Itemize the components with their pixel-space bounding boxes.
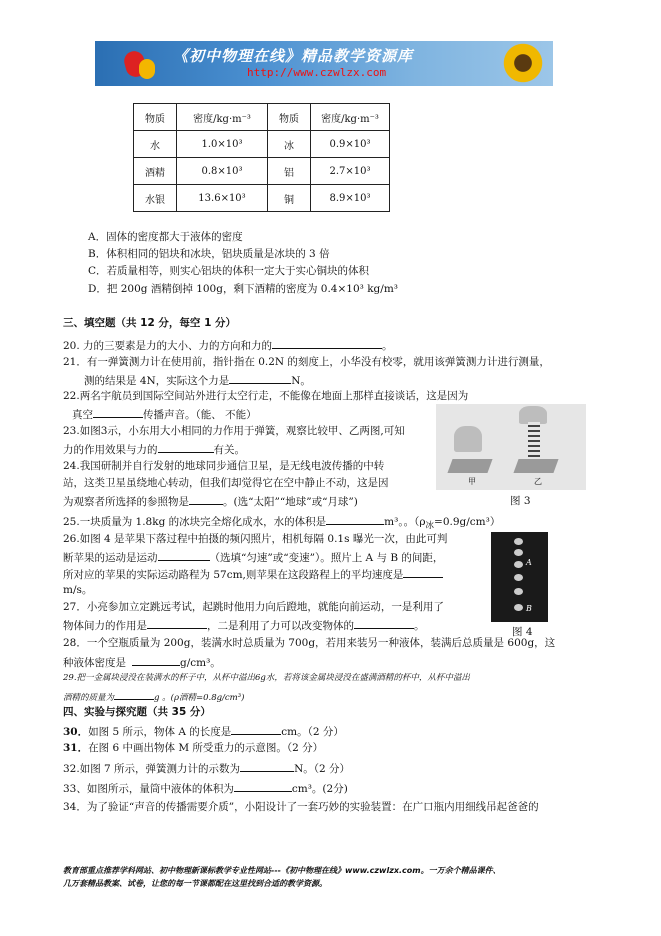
question-text: （选填“匀速”或“变速”）。照片上 A 与 B 的间距， [209,552,444,564]
hand-illustration [454,426,482,452]
question-21-line2 [84,372,311,388]
table-cell: 水银 [134,185,177,212]
question-21-line1: 21．有一弹簧测力计在使用前，指针指在 0.2N 的刻度上，小华没有校零，就用该弹簧测力计进行测量， [63,356,550,368]
figure-3-caption: 图 3 [510,495,531,507]
question-20 [63,337,393,353]
section-4-title: 四、实验与探究题（共 35 分） [63,706,211,718]
question-27-line1: 27．小亮参加立定跳远考试，起跳时他用力向后蹬地，就能向前运动，一是利用了 [63,601,444,613]
answer-blank[interactable] [234,780,292,792]
answer-blank[interactable] [272,337,382,349]
option-b: B．体积相同的铝块和冰块，铝块质量是冰块的 3 倍 [88,248,330,260]
question-text: ，二是利用了力可以改变物体的 [207,620,354,632]
question-text: 25.一块质量为 1.8kg 的冰块完全熔化成水，水的体积是 [63,516,327,528]
question-text: 酒精的质量为 [63,693,115,703]
point-label-a: A [526,558,532,567]
footer-line: 几万套精品教案、试卷，让您的每一节课都配在这里找到合适的教学资源。 [63,879,327,888]
question-29-line2 [63,688,244,705]
spring-illustration [528,422,540,462]
table-cell: 酒精 [134,158,177,185]
question-25 [63,513,500,533]
option-c: C．若质量相等，则实心铝块的体积一定大于实心铜块的体积 [88,265,370,277]
table-header-cell: 密度/kg·m⁻³ [311,104,390,131]
figure-label-jia: 甲 [468,477,476,486]
table-row [134,158,390,185]
table-cell: 0.9×10³ [311,131,390,158]
answer-blank[interactable] [403,566,443,578]
question-29-line1: 29.把一金属块浸没在装满水的杯子中，从杯中溢出6g水，若将该金属块浸没在盛满酒精的杯中，从杯中溢出 [63,673,470,683]
question-text: 有关。 [213,444,245,456]
question-text: 断苹果的运动是运动 [63,552,158,564]
question-22-line1: 22.两名宇航员到国际空间站外进行太空行走，不能像在地面上那样直接谈话，这是因为 [63,390,469,402]
table-header-row [134,104,390,131]
question-23-line1: 23.如图3示，小东用大小相同的力作用于弹簧，观察比较甲、乙两图,可知 [63,425,405,437]
spring-base [447,459,492,473]
answer-blank[interactable] [229,372,291,384]
figure-label-yi: 乙 [534,477,542,486]
question-text: 。 [414,620,425,632]
table-cell: 8.9×10³ [311,185,390,212]
question-number: 30． [63,726,89,738]
table-cell: 2.7×10³ [311,158,390,185]
figure-4-caption: 图 4 [512,626,533,638]
answer-blank[interactable] [132,654,180,666]
apple-frame [514,588,523,595]
question-24-line3 [63,493,358,509]
question-text: 如图 5 所示，物体 A 的长度是 [88,726,232,738]
question-26-line2 [63,549,443,565]
apple-frame [514,604,523,611]
question-number: 31． [63,742,89,754]
question-text: 。 [382,340,393,352]
answer-blank[interactable] [93,406,143,418]
question-28-line1: 28．一个空瓶质量为 200g，装满水时总质量为 700g，若用来装另一种液体，装满后总质量是 600g，这 [63,637,556,649]
answer-blank[interactable] [354,617,414,629]
point-label-b: B [526,604,532,613]
question-text: 物体间力的作用是 [63,620,147,632]
question-text: cm³。(2分) [291,783,348,795]
apple-frame [514,574,523,581]
question-text: 测的结果是 4N，实际这个力是 [84,375,230,387]
question-text: 力的作用效果与力的 [63,444,158,456]
question-22-line2 [72,406,257,422]
question-text: 种液体密度是 [63,657,126,669]
table-cell: 1.0×10³ [177,131,268,158]
question-31 [63,741,323,755]
question-26-line4: m/s。 [63,584,93,596]
table-cell: 铝 [268,158,311,185]
banner-url[interactable]: http://www.czwlzx.com [247,66,387,79]
answer-blank[interactable] [189,493,223,505]
question-27-line2 [63,617,425,633]
logo-mark-accent [139,59,155,79]
table-cell: 水 [134,131,177,158]
question-text: 所对应的苹果的实际运动路程为 57cm,则苹果在这段路程上的平均速度是 [63,569,404,581]
header-banner [95,41,553,86]
question-text: N。（2 分） [294,763,351,775]
question-24-line1: 24.我国研制并自行发射的地球同步通信卫星，是无线电波传播的中转 [63,460,385,472]
apple-frame [514,549,523,556]
spring-base [513,459,558,473]
section-3-title: 三、填空题（共 12 分，每空 1 分） [63,317,237,329]
answer-blank[interactable] [114,688,154,700]
banner-title: 《初中物理在线》精品教学资源库 [173,47,414,65]
question-text: 20. 力的三要素是力的大小、力的方向和力的 [63,340,273,352]
question-23-line2 [63,441,245,457]
question-text: 真空 [72,409,93,421]
table-header-cell: 物质 [134,104,177,131]
question-26-line1: 26.如图 4 是苹果下落过程中拍摄的频闪照片，相机每隔 0.1s 曝光一次，由此可判 [63,533,448,545]
answer-blank[interactable] [326,513,384,525]
footer-line: 教育部重点推荐学科网站、初中物理新课标教学专业性网站---《初中物理在线》www.czwlzx.com。一万余个精品课件、 [63,866,501,875]
question-text: 33、如图所示，量筒中液体的体积为 [63,783,234,795]
question-text: 在图 6 中画出物体 M 所受重力的示意图。（2 分） [88,742,324,754]
question-30 [63,723,344,739]
sunflower-image [500,43,546,83]
table-cell: 13.6×10³ [177,185,268,212]
question-subscript: 冰 [425,521,435,532]
question-text: 。(选“太阳”“地球”或“月球”) [223,496,358,508]
table-header-cell: 密度/kg·m⁻³ [177,104,268,131]
option-d: D．把 200g 酒精倒掉 100g，剩下酒精的密度为 0.4×10³ kg/m³ [88,283,398,295]
answer-blank[interactable] [158,549,210,561]
question-text: 32.如图 7 所示，弹簧测力计的示数为 [63,763,241,775]
table-row [134,131,390,158]
answer-blank[interactable] [240,760,294,772]
apple-frame [514,538,523,545]
question-text: m³。。（ρ [384,516,426,528]
question-text: g/cm³。 [180,657,221,669]
question-28-line2 [63,654,221,670]
figure-3-image [436,404,586,490]
question-text: 传播声音。（能、 不能） [143,409,257,421]
question-text: cm。（2 分） [281,726,344,738]
apple-frame [514,561,523,568]
table-cell: 铜 [268,185,311,212]
question-text: g 。(ρ酒精=0.8g/cm³) [154,693,245,703]
question-24-line2: 站，这类卫星虽绕地心转动，但我们却觉得它在空中静止不动，这是因 [63,477,389,489]
table-row [134,185,390,212]
figure-4-image [491,532,548,622]
question-33 [63,780,348,796]
question-26-line3 [63,566,443,582]
answer-blank[interactable] [158,441,214,453]
density-table [133,103,390,212]
table-cell: 冰 [268,131,311,158]
table-header-cell: 物质 [268,104,311,131]
question-32 [63,760,350,776]
question-text: N。 [291,375,311,387]
answer-blank[interactable] [231,723,281,735]
question-34: 34．为了验证“声音的传播需要介质”，小阳设计了一套巧妙的实验装置：在广口瓶内用细线吊起爸爸的 [63,801,539,813]
footer-note [63,864,603,890]
table-cell: 0.8×10³ [177,158,268,185]
question-text: 为观察者所选择的参照物是 [63,496,189,508]
question-text: =0.9g/cm³） [434,516,501,528]
answer-blank[interactable] [147,617,207,629]
option-a: A．固体的密度都大于液体的密度 [88,231,243,243]
